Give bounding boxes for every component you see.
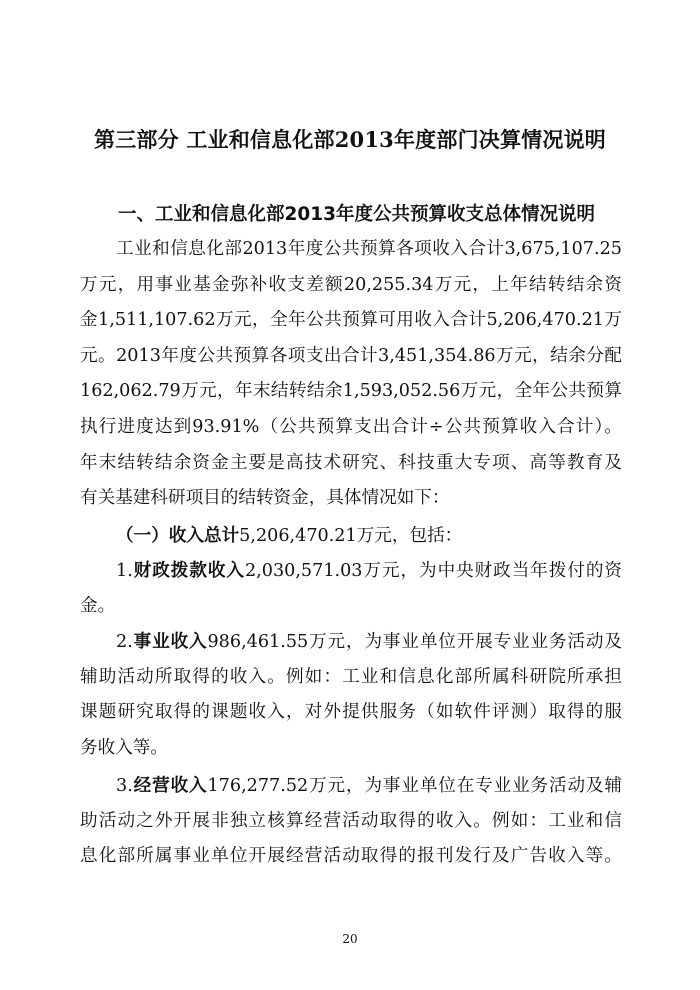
- item-number: 2.: [116, 632, 133, 652]
- paragraph-line: 息化部所属事业单位开展经营活动取得的报刊发行及广告收入等。: [80, 846, 622, 867]
- paragraph-line: 务收入等。: [80, 737, 168, 758]
- paragraph-line: 助活动之外开展非独立核算经营活动取得的收入。例如：工业和信: [80, 810, 622, 831]
- paragraph-line: 金。: [80, 595, 116, 616]
- item-text: 2,030,571.03万元，为中央财政当年拨付的资: [244, 561, 622, 581]
- item-term: 财政拨款收入: [132, 560, 245, 581]
- intro-paragraph: [80, 232, 622, 517]
- income-item-operating: [80, 768, 622, 875]
- paragraph-line: 元。2013年度公共预算各项支出合计3,451,354.86万元，结余分配: [80, 345, 622, 366]
- paragraph-line: 有关基建科研项目的结转资金，具体情况如下：: [80, 488, 450, 509]
- income-item-business: [80, 624, 622, 766]
- paragraph-line: 课题研究取得的课题收入，对外提供服务（如软件评测）取得的服: [80, 702, 622, 723]
- section-heading: 一、工业和信息化部2013年度公共预算收支总体情况说明: [118, 204, 595, 225]
- paragraph-line: [80, 553, 622, 589]
- paragraph-line: [80, 518, 622, 554]
- item-text: 986,461.55万元，为事业单位开展专业业务活动及: [207, 632, 622, 652]
- paragraph-line: 万元，用事业基金弥补收支差额20,255.34万元，上年结转结余资: [80, 274, 622, 295]
- item-term: 经营收入: [132, 775, 208, 796]
- income-total-text: 5,206,470.21万元，包括：: [239, 526, 463, 546]
- paragraph-line: 162,062.79万元，年末结转结余1,593,052.56万元，全年公共预算: [80, 381, 622, 402]
- income-item-fiscal: [80, 553, 622, 624]
- item-number: 3.: [116, 776, 133, 796]
- income-total-label: （一）收入总计: [116, 525, 240, 546]
- paragraph-line: 辅助活动所取得的收入。例如：工业和信息化部所属科研院所承担: [80, 666, 622, 687]
- paragraph-line: 金1,511,107.62万元，全年公共预算可用收入合计5,206,470.21万: [80, 310, 622, 331]
- item-text: 176,277.52万元，为事业单位在专业业务活动及辅: [207, 776, 622, 796]
- paragraph-line: [80, 624, 622, 660]
- paragraph-line: 执行进度达到93.91%（公共预算支出合计÷公共预算收入合计）。: [80, 416, 622, 437]
- page-number: 20: [342, 932, 358, 946]
- item-number: 1.: [116, 561, 133, 581]
- paragraph-line: 年末结转结余资金主要是高技术研究、科技重大专项、高等教育及: [80, 452, 622, 473]
- item-term: 事业收入: [132, 631, 208, 652]
- income-total-paragraph: [80, 518, 622, 554]
- paragraph-line: [80, 768, 622, 804]
- page-title: 第三部分 工业和信息化部2013年度部门决算情况说明: [94, 127, 606, 152]
- paragraph-line: 工业和信息化部2013年度公共预算各项收入合计3,675,107.25: [116, 239, 622, 259]
